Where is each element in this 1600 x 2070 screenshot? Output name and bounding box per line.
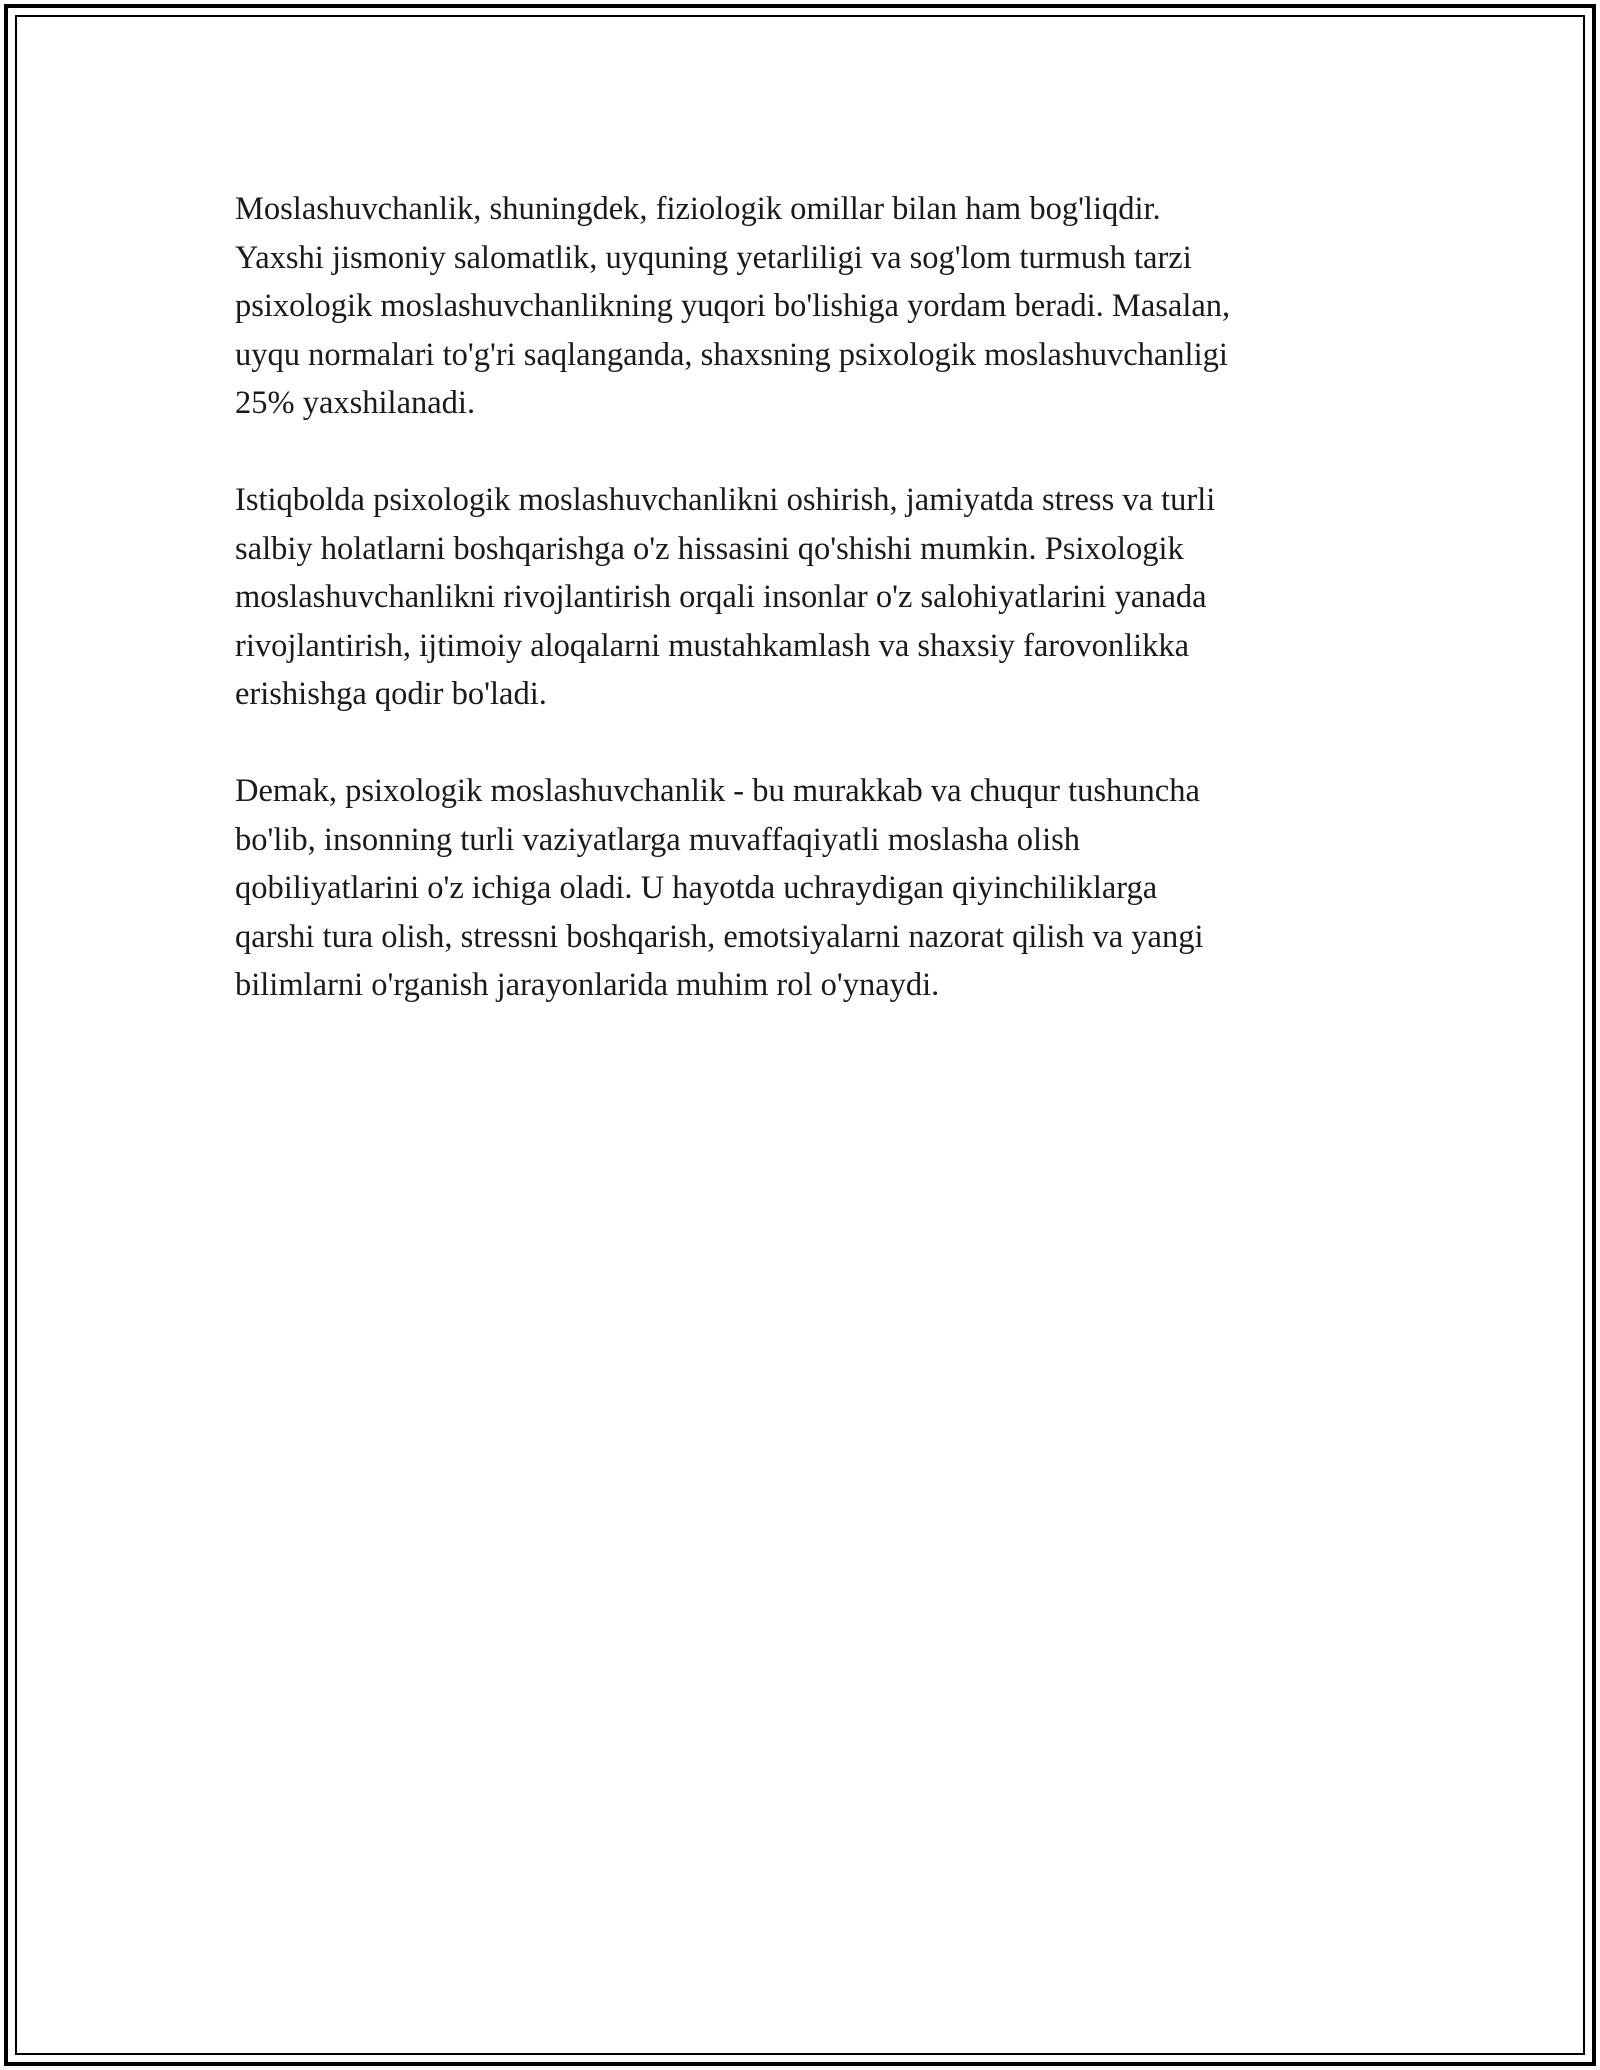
paragraph-conclusion: Demak, psixologik moslashuvchanlik - bu murakkab va chuqur tushuncha bo'lib, insonning turli vaziyatlarga muvaffaqiyatli moslasha olish qobiliyatlarini o'z ichiga oladi. U hayotda uchraydigan qiyinchiliklarga qarshi tura olish, stressni boshqarish, emotsiyalarni nazorat qilish va yangi bilimlarni o'rganish jarayonlarida muhim rol o'ynaydi. [235, 773, 1204, 1003]
paragraph-physiological-factors: Moslashuvchanlik, shuningdek, fiziologik omillar bilan ham bog'liqdir. Yaxshi jismoniy salomatlik, uyquning yetarliligi va sog'lom turmush tarzi psixologik moslashuvchanlikning yuqori bo'lishiga yordam beradi. Masalan, uyqu normalari to'g'ri saqlanganda, shaxsning psixologik moslashuvchanligi 25% yaxshilanadi. [235, 191, 1231, 421]
paragraph-future-outlook: Istiqbolda psixologik moslashuvchanlikni oshirish, jamiyatda stress va turli salbiy holatlarni boshqarishga o'z hissasini qo'shishi mumkin. Psixologik moslashuvchanlikni rivojlantirish orqali insonlar o'z salohiyatlarini yanada rivojlantirish, ijtimoiy aloqalarni mustahkamlash va shaxsiy farovonlikka erishishga qodir bo'ladi. [235, 482, 1216, 712]
document-body [235, 185, 1375, 1058]
